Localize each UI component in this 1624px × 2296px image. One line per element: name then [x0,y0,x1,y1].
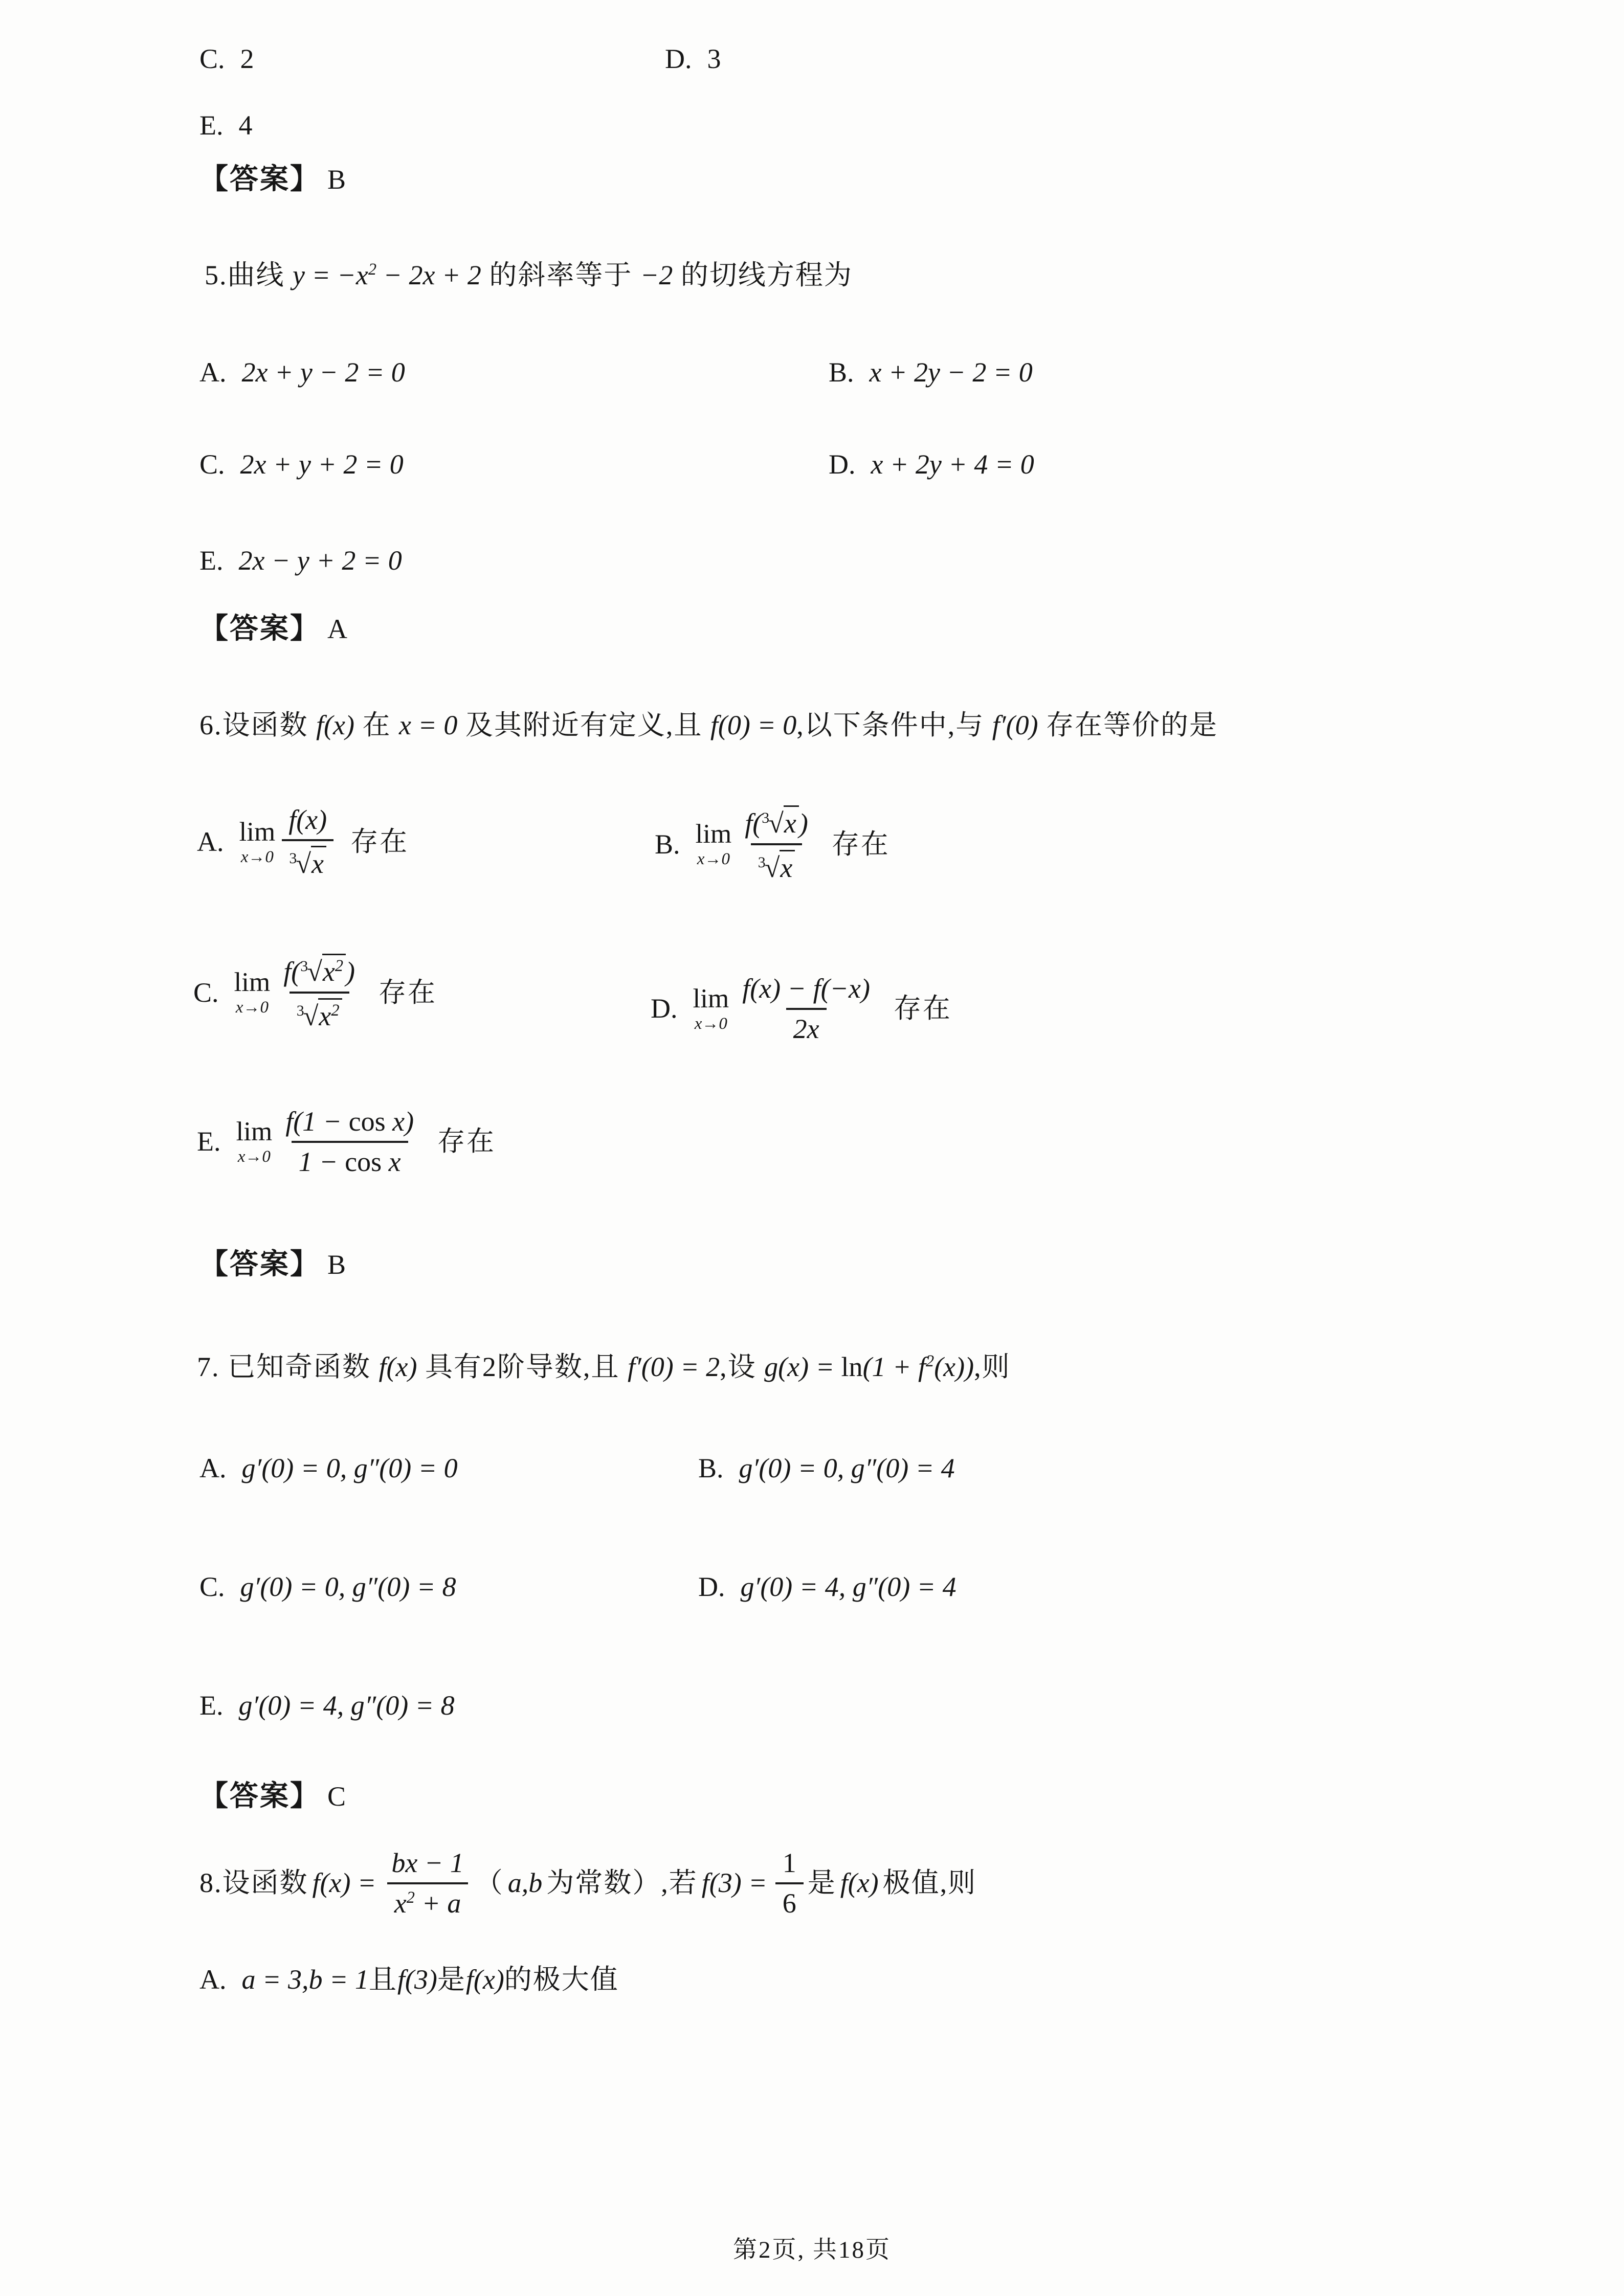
stem-text: 的斜率等于 [481,260,640,290]
q4-option-c [199,42,254,77]
q8-stem [199,1849,981,1918]
stem-math: f(x) [840,1867,879,1898]
option-label: B. [655,828,680,860]
stem-text: ,则 [974,1352,1011,1382]
option-label: C. [199,43,225,74]
option-label: E. [199,1690,224,1721]
q6-option-b [655,805,890,884]
stem-text: 8.设函数 [199,1867,308,1898]
q5-option-b [829,355,1033,390]
answer-letter: B [327,164,346,195]
numerator: bx − 1 [391,1848,464,1878]
q5-option-d [829,447,1034,482]
limit-operator [236,1118,273,1165]
limit-operator [696,821,732,868]
exponent: 2 [368,260,377,279]
answer-letter: B [327,1249,346,1280]
option-equation: g′(0) = 0, g″(0) = 4 [739,1453,955,1483]
option-equation: 2x + y + 2 = 0 [240,449,404,480]
stem-text: 的切线方程为 [673,260,853,290]
option-equation: g′(0) = 0, g″(0) = 0 [241,1453,458,1483]
q5-option-a [199,355,405,390]
exists-text: 存在 [437,1126,496,1157]
math-text: x [382,1146,401,1177]
option-label: A. [197,826,224,858]
q5-option-e [199,544,402,578]
q5-answer-line [199,611,347,647]
numerator: 1 [782,1848,796,1878]
root-sign: √ [303,1001,319,1032]
root-sign: √ [307,956,322,987]
q7-option-e [199,1689,455,1723]
stem-text: （ [475,1867,504,1898]
page-footer: 第2页, 共18页 [733,2237,891,2263]
answer-tag: 【答案】 [199,1249,320,1280]
root-index: 3 [300,958,308,975]
function-name: cos [345,1146,382,1177]
math-text: + a [414,1887,461,1919]
q7-option-c [199,1570,456,1605]
option-label: D. [665,43,692,74]
numerator [738,805,815,843]
lim-subscript: x→0 [237,1147,271,1166]
limit-operator [693,985,729,1032]
option-label: C. [199,449,225,480]
root-sign: √ [296,848,311,879]
stem-math: f(3) = [701,1867,767,1898]
option-equation: x + 2y + 4 = 0 [871,449,1034,480]
function-name: cos [348,1106,386,1137]
answer-letter: C [327,1781,346,1812]
q5-option-c [199,447,404,482]
stem-text: 为常数）,若 [546,1867,698,1898]
radicand: x [311,846,326,879]
option-text: 是 [437,1964,466,1995]
fraction [735,974,877,1043]
q6-option-c [193,954,437,1032]
q7-option-d [698,1570,956,1605]
denominator [290,992,349,1031]
denominator [282,839,333,879]
math-text: 1 − [298,1146,345,1177]
denominator [387,1882,469,1918]
q6-option-d [651,974,952,1043]
stem-text: 极值,则 [882,1867,977,1898]
root-index: 3 [758,854,766,871]
lim-subscript: x→0 [694,1014,727,1033]
option-equation: x + 2y − 2 = 0 [869,357,1033,388]
root-sign: √ [764,852,780,884]
option-math: f(3) [397,1964,437,1995]
denominator [751,843,803,883]
stem-math: f(0) = 0 [710,710,797,740]
option-equation: g′(0) = 4, g″(0) = 8 [238,1690,455,1721]
stem-math: g(x) = [764,1352,841,1382]
stem-text: ,设 [720,1352,765,1382]
stem-math: f(x) [379,1352,417,1382]
math-text: f( [745,808,762,839]
radicand: x [784,805,799,839]
option-label: A. [199,357,227,388]
q6-option-e [197,1107,496,1176]
lim-word: lim [695,819,732,849]
radicand [322,954,346,987]
option-label: E. [199,110,224,141]
option-equation: g′(0) = 4, g″(0) = 4 [740,1571,956,1602]
math-text: ) [346,956,355,987]
math-text: f( [283,956,301,987]
lim-word: lim [236,1116,273,1146]
option-value: 4 [238,110,253,141]
stem-text: 7. 已知奇函数 [197,1352,379,1382]
stem-text: 及其附近有定义,且 [457,710,710,740]
q7-option-b [698,1451,955,1486]
stem-text: 6.设函数 [199,710,316,740]
option-label: D. [829,449,856,480]
option-equation: 2x − y + 2 = 0 [238,545,402,576]
fraction [775,1849,804,1918]
q4-option-d [665,42,721,77]
exists-text: 存在 [831,828,890,860]
option-label: D. [651,993,678,1024]
option-text: 且 [368,1964,397,1995]
math-text: x) [385,1106,414,1137]
limit-operator [234,969,271,1016]
lim-subscript: x→0 [697,850,730,869]
exponent: 2 [331,1001,340,1020]
numerator: f(x) − f(−x) [742,973,870,1004]
option-math: f(x) [465,1964,504,1995]
option-label: D. [698,1571,725,1602]
math-text: f(1 − [285,1106,349,1137]
stem-text: ,以下条件中,与 [796,710,992,740]
stem-text: 存在等价的是 [1038,710,1218,740]
option-label: A. [199,1964,227,1995]
option-label: E. [197,1126,221,1157]
numerator [276,954,362,992]
q5-stem [205,258,853,293]
option-math: a = 3,b = 1 [241,1964,369,1995]
function-name: ln [841,1352,863,1382]
math-text: x [319,1001,331,1032]
q4-answer-line [199,162,346,197]
lim-word: lim [693,983,729,1014]
stem-math: y = −x [293,260,368,290]
root-index: 3 [289,849,297,867]
fraction [278,1107,421,1176]
option-text: 的极大值 [504,1964,619,1995]
radicand: x [780,850,795,883]
lim-word: lim [239,817,276,847]
root-sign: √ [768,808,784,839]
answer-tag: 【答案】 [199,613,320,645]
root-index: 3 [296,1002,304,1020]
stem-text: 5.曲线 [205,260,293,290]
q4-option-e [199,108,253,143]
q6-option-a [197,805,409,879]
stem-math: −2 [640,260,673,290]
stem-text: 具有2阶导数,且 [417,1352,628,1382]
math-text: ) [798,808,808,839]
exists-text: 存在 [893,993,952,1024]
denominator: 6 [782,1887,796,1919]
stem-math: f′(0) [992,710,1038,740]
exponent: 2 [926,1352,935,1370]
numerator: f(x) [288,804,327,835]
q7-option-a [199,1451,458,1486]
stem-text: 是 [807,1867,836,1898]
option-equation: 2x + y − 2 = 0 [241,357,405,388]
lim-subscript: x→0 [240,848,274,867]
lim-subscript: x→0 [235,998,269,1017]
math-text: x [322,956,335,987]
answer-tag: 【答案】 [199,164,320,195]
option-label: B. [829,357,854,388]
exponent: 2 [335,957,344,975]
fraction [738,805,815,884]
exists-text: 存在 [379,977,437,1008]
fraction [281,805,334,879]
answer-tag: 【答案】 [199,1781,320,1812]
math-text: x [394,1887,407,1919]
answer-letter: A [327,614,347,644]
option-label: B. [698,1453,724,1483]
q8-option-a [199,1963,619,1997]
q7-answer-line [199,1779,346,1814]
radicand [318,998,342,1031]
stem-text: 在 [354,710,399,740]
option-label: A. [199,1453,227,1483]
denominator: 2x [793,1013,819,1044]
root-index: 3 [762,809,770,826]
limit-operator [239,819,276,866]
exponent: 2 [406,1888,415,1907]
option-label: C. [193,977,219,1008]
q6-stem [199,708,1218,743]
stem-math: f(x) = [312,1867,376,1898]
exists-text: 存在 [350,826,409,858]
fraction [384,1849,471,1918]
stem-math: f′(0) = 2 [627,1352,720,1382]
option-value: 2 [240,43,254,74]
stem-math: f(x) [316,710,354,740]
option-equation: g′(0) = 0, g″(0) = 8 [240,1571,456,1602]
stem-math: (1 + f [862,1352,926,1382]
lim-word: lim [234,967,271,998]
q6-answer-line [199,1247,346,1282]
q7-stem [197,1350,1011,1385]
option-value: 3 [707,43,721,74]
stem-math: − 2x + 2 [376,260,481,290]
numerator [278,1107,421,1141]
stem-math: x = 0 [398,710,458,740]
fraction [276,954,362,1032]
denominator [292,1141,408,1177]
stem-math: a,b [507,1867,543,1898]
stem-math: (x)) [934,1352,974,1382]
option-label: E. [199,545,224,576]
option-label: C. [199,1571,225,1602]
